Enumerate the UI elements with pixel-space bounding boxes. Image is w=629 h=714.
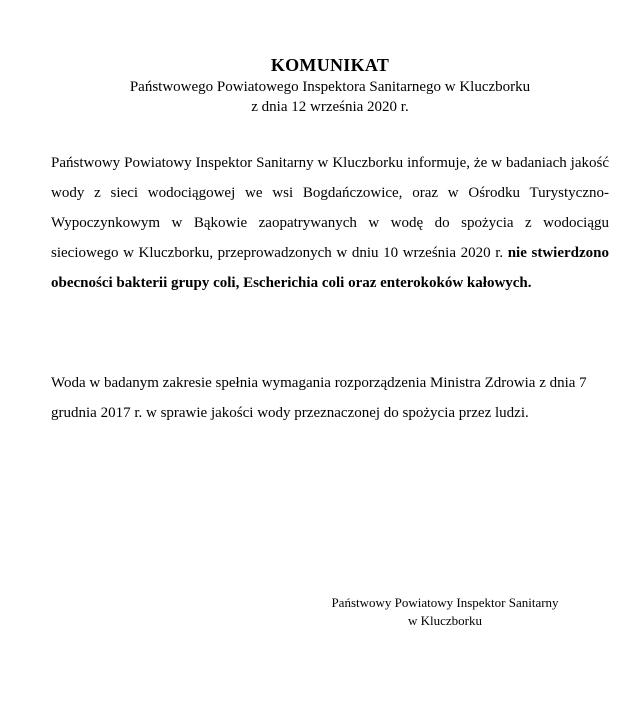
document-subtitle: Państwowego Powiatowego Inspektora Sanitarnego w Kluczborku [129, 79, 531, 95]
announcement-text: Państwowy Powiatowy Inspektor Sanitarny w Kluczborku informuje, że w badaniach jakość wody z sieci wodociągowej we wsi Bogdańczowice, oraz w Ośrodku Turystyczno-Wypoczynkowym w Bąkowie zaopatrywanych w wodę do spożycia z wodociągu sieciowego w Kluczborku, przeprowadzonych w dniu 10 września 2020 r. [51, 155, 609, 261]
signature-block [290, 594, 600, 630]
document-header [0, 54, 629, 117]
announcement-paragraph [51, 148, 609, 298]
document-date: z dnia 12 września 2020 r. [251, 99, 409, 115]
compliance-paragraph: Woda w badanym zakresie spełnia wymagania rozporządzenia Ministra Zdrowia z dnia 7 grudnia 2017 r. w sprawie jakości wody przeznaczonej do spożycia przez ludzi. [51, 375, 587, 421]
signature-title: Państwowy Powiatowy Inspektor Sanitarny [331, 595, 559, 610]
signature-location: w Kluczborku [407, 613, 482, 628]
announcement-result-bold: nie stwierdzono obecności bakterii grupy coli, Escherichia coli oraz enterokoków kałowych. [51, 245, 609, 291]
document-title: KOMUNIKAT [270, 55, 390, 75]
